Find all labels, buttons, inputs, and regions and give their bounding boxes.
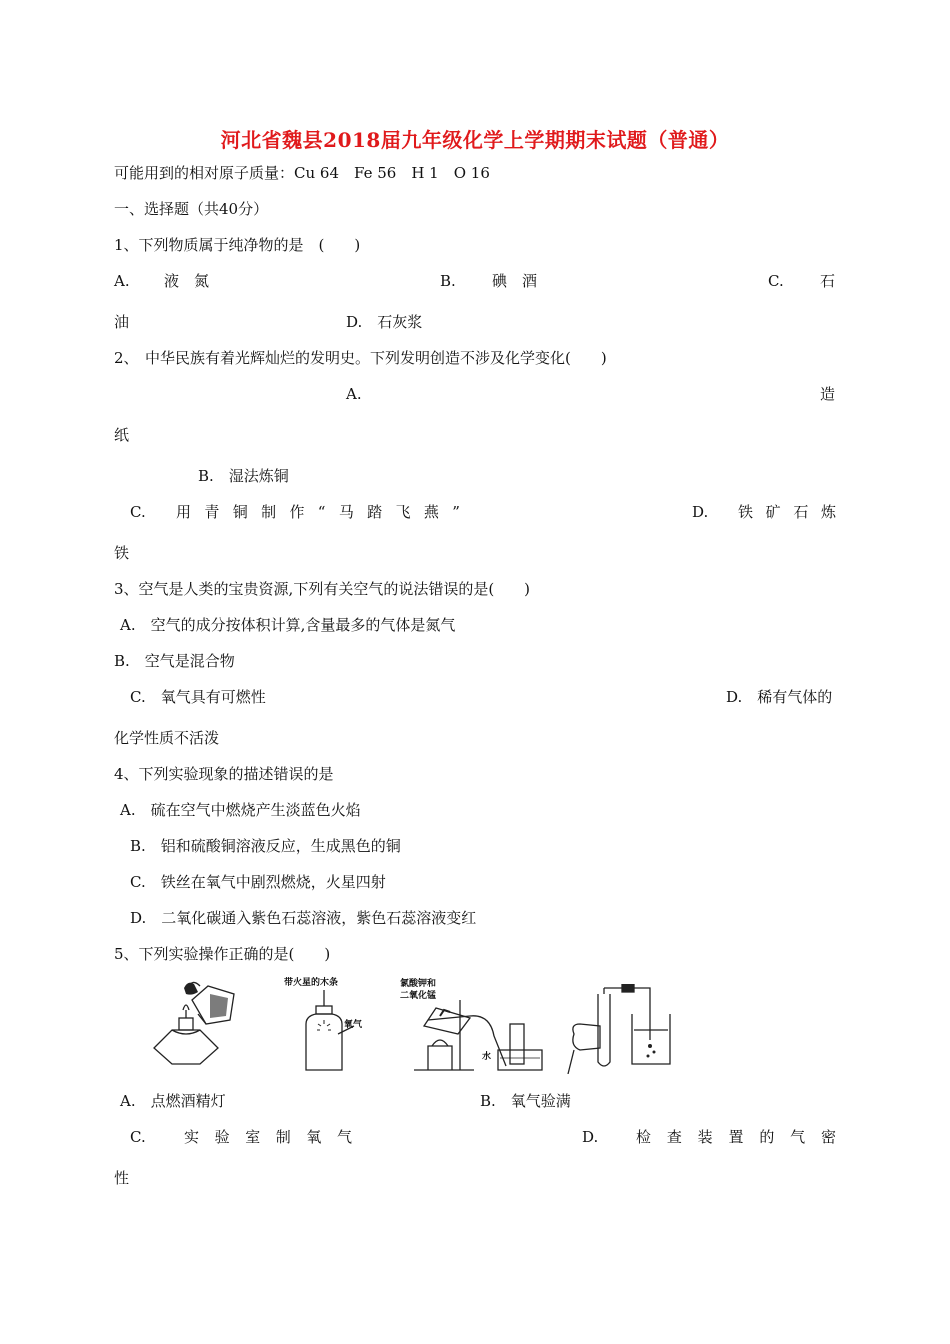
- question-1-stem: 1、下列物质属于纯净物的是 ( ): [114, 236, 361, 254]
- q5-option-b: B. 氧气验满: [480, 1092, 571, 1110]
- q4-option-d: D. 二氧化碳通入紫色石蕊溶液，紫色石蕊溶液变红: [130, 909, 477, 927]
- q1-option-b-letter: B.: [440, 272, 456, 290]
- q3-option-d-cont: 化学性质不活泼: [114, 729, 220, 747]
- q5-option-d-text-cont: 性: [114, 1169, 130, 1187]
- alcohol-lamp-figure: [148, 980, 248, 1072]
- q4-option-c: C. 铁丝在氧气中剧烈燃烧，火星四射: [130, 873, 386, 891]
- label-reagent-line2: 二氧化锰: [400, 991, 437, 1001]
- label-water: 水: [482, 1052, 492, 1062]
- q1-option-a-letter: A.: [114, 272, 130, 290]
- q2-option-b: B. 湿法炼铜: [198, 467, 289, 485]
- label-reagent-line1: 氯酸钾和: [400, 979, 437, 989]
- q2-option-d-letter: D.: [692, 503, 709, 521]
- q1-option-a-text: 液 氮: [164, 272, 210, 290]
- q4-option-a: A. 硫在空气中燃烧产生淡蓝色火焰: [120, 801, 361, 819]
- q4-option-b: B. 铝和硫酸铜溶液反应，生成黑色的铜: [130, 837, 401, 855]
- q3-option-c: C. 氧气具有可燃性: [130, 688, 266, 706]
- q2-option-a-letter: A.: [346, 385, 362, 403]
- q5-option-a: A. 点燃酒精灯: [120, 1092, 226, 1110]
- oxygen-preparation-figure: [410, 996, 550, 1076]
- q1-option-b-text: 碘 酒: [492, 272, 538, 290]
- q5-option-d-letter: D.: [582, 1128, 599, 1146]
- question-3-stem: 3、空气是人类的宝贵资源,下列有关空气的说法错误的是( ): [114, 580, 531, 598]
- q1-option-d: D. 石灰浆: [346, 313, 423, 331]
- atomic-masses: 可能用到的相对原子质量：Cu 64 Fe 56 H 1 O 16: [114, 164, 490, 182]
- question-5-stem: 5、下列实验操作正确的是( ): [114, 945, 331, 963]
- section-heading: 一、选择题（共40分）: [114, 200, 269, 218]
- q1-option-c-text-cont: 油: [114, 313, 130, 331]
- q1-option-c-letter: C.: [768, 272, 784, 290]
- q2-option-a-text-cont: 纸: [114, 426, 130, 444]
- q1-option-c-text: 石: [820, 272, 836, 290]
- question-4-stem: 4、下列实验现象的描述错误的是: [114, 765, 334, 783]
- q5-option-c-text: 实 验 室 制 氧 气: [184, 1128, 352, 1146]
- q3-option-b: B. 空气是混合物: [114, 652, 235, 670]
- airtightness-check-figure: [566, 984, 676, 1074]
- q3-option-d: D. 稀有气体的: [726, 688, 833, 706]
- label-splint: 带火星的木条: [284, 978, 339, 988]
- q2-option-d-text-cont: 铁: [114, 544, 130, 562]
- q2-option-c-letter: C.: [130, 503, 146, 521]
- page-title: 河北省魏县2018届九年级化学上学期期末试题（普通）: [220, 128, 730, 152]
- question-2-stem: 中华民族有着光辉灿烂的发明史。下列发明创造不涉及化学变化( ): [145, 349, 607, 367]
- oxygen-bottle-figure: [298, 990, 378, 1074]
- question-2-number: 2、: [114, 349, 139, 367]
- q2-option-d-text: 铁 矿 石 炼: [738, 503, 836, 521]
- label-oxygen: 氧气: [344, 1020, 363, 1030]
- q3-option-a: A. 空气的成分按体积计算,含量最多的气体是氮气: [120, 616, 456, 634]
- q2-option-c-text: 用 青 铜 制 作 “ 马 踏 飞 燕 ”: [176, 503, 460, 521]
- q5-option-d-text: 检 查 装 置 的 气 密: [636, 1128, 836, 1146]
- q5-option-c-letter: C.: [130, 1128, 146, 1146]
- q2-option-a-text: 造: [820, 385, 836, 403]
